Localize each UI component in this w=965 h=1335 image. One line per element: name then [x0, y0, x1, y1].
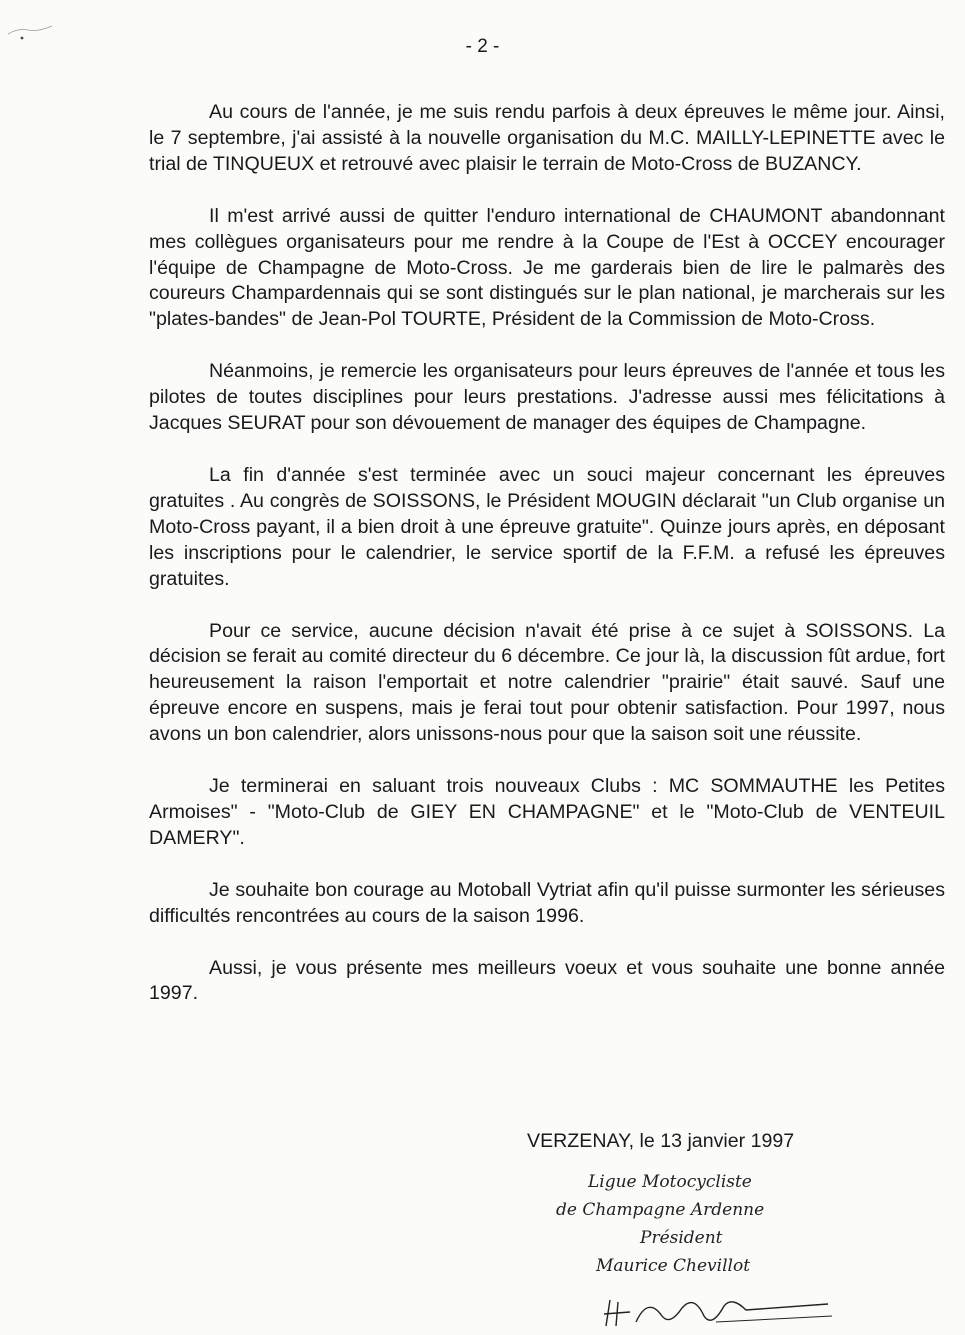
- page-number: - 2 -: [465, 36, 500, 57]
- paragraph: Je souhaite bon courage au Motoball Vytriat afin qu'il puisse surmonter les sérieuses difficultés rencontrées au cours de la saison 1996.: [149, 878, 945, 927]
- signature-org-line: de Champagne Ardenne: [556, 1200, 765, 1220]
- paragraph: Au cours de l'année, je me suis rendu parfois à deux épreuves le même jour. Ainsi, le 7 septembre, j'ai assisté à la nouvelle organisation du M.C. MAILLY-LEPINETTE avec le trial de TINQUEUX et retrouvé avec plaisir le terrain de Moto-Cross de BUZANCY.: [149, 101, 945, 175]
- paragraph: Je terminerai en saluant trois nouveaux Clubs : MC SOMMAUTHE les Petites Armoises" - "Moto-Club de GIEY EN CHAMPAGNE" et le "Moto-Club de VENTEUIL DAMERY".: [149, 775, 945, 849]
- paragraph: Néanmoins, je remercie les organisateurs pour leurs épreuves de l'année et tous les pilotes de toutes disciplines pour leurs prestations. J'adresse aussi mes félicitations à Jacques SEURAT pour son dévouement de manager des équipes de Champagne.: [149, 360, 945, 435]
- signature-title: Président: [640, 1228, 723, 1248]
- signature-block: [540, 1168, 840, 1280]
- paragraph: Il m'est arrivé aussi de quitter l'enduro international de CHAUMONT abandonnant mes collègues organisateurs pour me rendre à la Coupe de l'Est à OCCEY encourager l'équipe de Champagne de Moto-Cross. Je me garderais bien de lire le palmarès des coureurs Champardennais qui se sont distingués sur le plan national, je marcherais sur les "plates-bandes" de Jean-Pol TOURTE, Président de la Commission de Moto-Cross.: [149, 204, 945, 331]
- paragraph: La fin d'année s'est terminée avec un souci majeur concernant les épreuves gratuites . Au congrès de SOISSONS, le Président MOUGIN déclarait "un Club organise un Moto-Cross payant, il a bien droit à une épreuve gratuite". Quinze jours après, en déposant les inscriptions pour le calendrier, le service sportif de la F.F.M. a refusé les épreuves gratuites.: [149, 463, 945, 590]
- letter-body: [149, 100, 945, 1033]
- paragraph: Pour ce service, aucune décision n'avait été prise à ce sujet à SOISSONS. La décision se ferait au comité directeur du 6 décembre. Ce jour là, la discussion fût ardue, fort heureusement la raison l'emportait et notre calendrier "prairie" était sauvé. Sauf une épreuve encore en suspens, mais je ferai tout pour obtenir satisfaction. Pour 1997, nous avons un bon calendrier, alors unissons-nous pour que la saison soit une réussite.: [149, 619, 945, 746]
- signature-org-line: Ligue Motocycliste: [588, 1172, 752, 1192]
- dateline: VERZENAY, le 13 janvier 1997: [527, 1130, 795, 1152]
- signature-name: Maurice Chevillot: [596, 1256, 751, 1276]
- paragraph: Aussi, je vous présente mes meilleurs voeux et vous souhaite une bonne année 1997.: [149, 956, 945, 1005]
- handwritten-signature: [596, 1286, 836, 1335]
